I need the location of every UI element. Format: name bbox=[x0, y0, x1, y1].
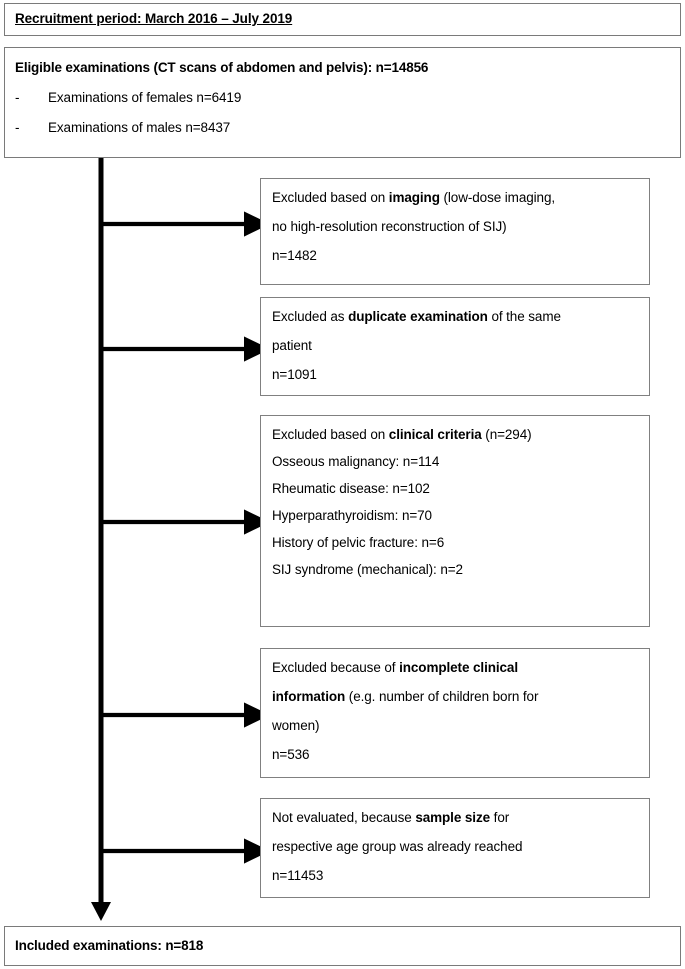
arrow-down-head bbox=[91, 902, 111, 921]
not-evaluated-sample-size-box bbox=[260, 798, 650, 898]
text-segment: (n=294) bbox=[481, 427, 532, 442]
emphasis-segment: duplicate examination bbox=[348, 309, 488, 324]
text-segment: of the same bbox=[487, 309, 561, 324]
text-segment: Excluded because of bbox=[272, 660, 400, 675]
eligible-females-row bbox=[15, 89, 670, 106]
excluded-duplicate-line-3 bbox=[272, 366, 638, 383]
text-segment: (e.g. number of children born for bbox=[345, 689, 539, 704]
included-examinations-box bbox=[4, 926, 681, 966]
text-segment: respective age group was already reached bbox=[272, 839, 523, 854]
excluded-duplicate-box bbox=[260, 297, 650, 396]
excluded-incomplete-information-line-2 bbox=[272, 688, 638, 705]
text-segment: patient bbox=[272, 338, 312, 353]
emphasis-segment: information bbox=[272, 689, 346, 704]
recruitment-period-box bbox=[4, 3, 681, 36]
excluded-imaging-line-2 bbox=[272, 218, 638, 235]
text-segment: Osseous malignancy: n=114 bbox=[272, 454, 440, 469]
eligible-examinations-box bbox=[4, 47, 681, 158]
excluded-incomplete-information-box bbox=[260, 648, 650, 778]
text-segment: women) bbox=[272, 718, 320, 733]
bullet-dash-icon: - bbox=[15, 120, 20, 135]
eligible-females-label: Examinations of females n=6419 bbox=[48, 90, 242, 105]
text-segment: no high-resolution reconstruction of SIJ) bbox=[272, 219, 507, 234]
bullet-dash-icon: - bbox=[15, 90, 20, 105]
text-segment: n=11453 bbox=[272, 868, 324, 883]
excluded-imaging-line-3 bbox=[272, 247, 638, 264]
excluded-clinical-criteria-line-5 bbox=[272, 534, 638, 551]
not-evaluated-sample-size-line-3 bbox=[272, 867, 638, 884]
excluded-imaging-box bbox=[260, 178, 650, 285]
excluded-clinical-criteria-line-6 bbox=[272, 561, 638, 578]
eligible-males-row bbox=[15, 119, 670, 136]
text-segment: n=536 bbox=[272, 747, 310, 762]
text-segment: SIJ syndrome (mechanical): n=2 bbox=[272, 562, 463, 577]
text-segment: Rheumatic disease: n=102 bbox=[272, 481, 430, 496]
included-examinations-title: Included examinations: n=818 bbox=[15, 938, 204, 953]
text-segment: Not evaluated, because bbox=[272, 810, 416, 825]
excluded-clinical-criteria-line-1 bbox=[272, 426, 638, 443]
emphasis-segment: imaging bbox=[388, 190, 440, 205]
recruitment-period-title: Recruitment period: March 2016 – July 2019 bbox=[15, 11, 293, 26]
excluded-incomplete-information-line-4 bbox=[272, 746, 638, 763]
emphasis-segment: sample size bbox=[415, 810, 491, 825]
text-segment: n=1091 bbox=[272, 367, 317, 382]
excluded-duplicate-line-1 bbox=[272, 308, 638, 325]
eligible-males-label: Examinations of males n=8437 bbox=[48, 120, 231, 135]
not-evaluated-sample-size-line-1 bbox=[272, 809, 638, 826]
excluded-clinical-criteria-line-3 bbox=[272, 480, 638, 497]
excluded-incomplete-information-line-3 bbox=[272, 717, 638, 734]
text-segment: (low-dose imaging, bbox=[439, 190, 556, 205]
excluded-duplicate-line-2 bbox=[272, 337, 638, 354]
excluded-imaging-line-1 bbox=[272, 189, 638, 206]
text-segment: Hyperparathyroidism: n=70 bbox=[272, 508, 432, 523]
eligible-examinations-title: Eligible examinations (CT scans of abdomen and pelvis): n=14856 bbox=[15, 60, 429, 75]
text-segment: Excluded as bbox=[272, 309, 349, 324]
emphasis-segment: clinical criteria bbox=[388, 427, 482, 442]
emphasis-segment: incomplete clinical bbox=[399, 660, 518, 675]
text-segment: Excluded based on bbox=[272, 427, 389, 442]
excluded-incomplete-information-line-1 bbox=[272, 659, 638, 676]
text-segment: Excluded based on bbox=[272, 190, 389, 205]
not-evaluated-sample-size-line-2 bbox=[272, 838, 638, 855]
excluded-clinical-criteria-box bbox=[260, 415, 650, 627]
excluded-clinical-criteria-line-4 bbox=[272, 507, 638, 524]
text-segment: History of pelvic fracture: n=6 bbox=[272, 535, 445, 550]
text-segment: for bbox=[490, 810, 510, 825]
excluded-clinical-criteria-line-2 bbox=[272, 453, 638, 470]
text-segment: n=1482 bbox=[272, 248, 317, 263]
